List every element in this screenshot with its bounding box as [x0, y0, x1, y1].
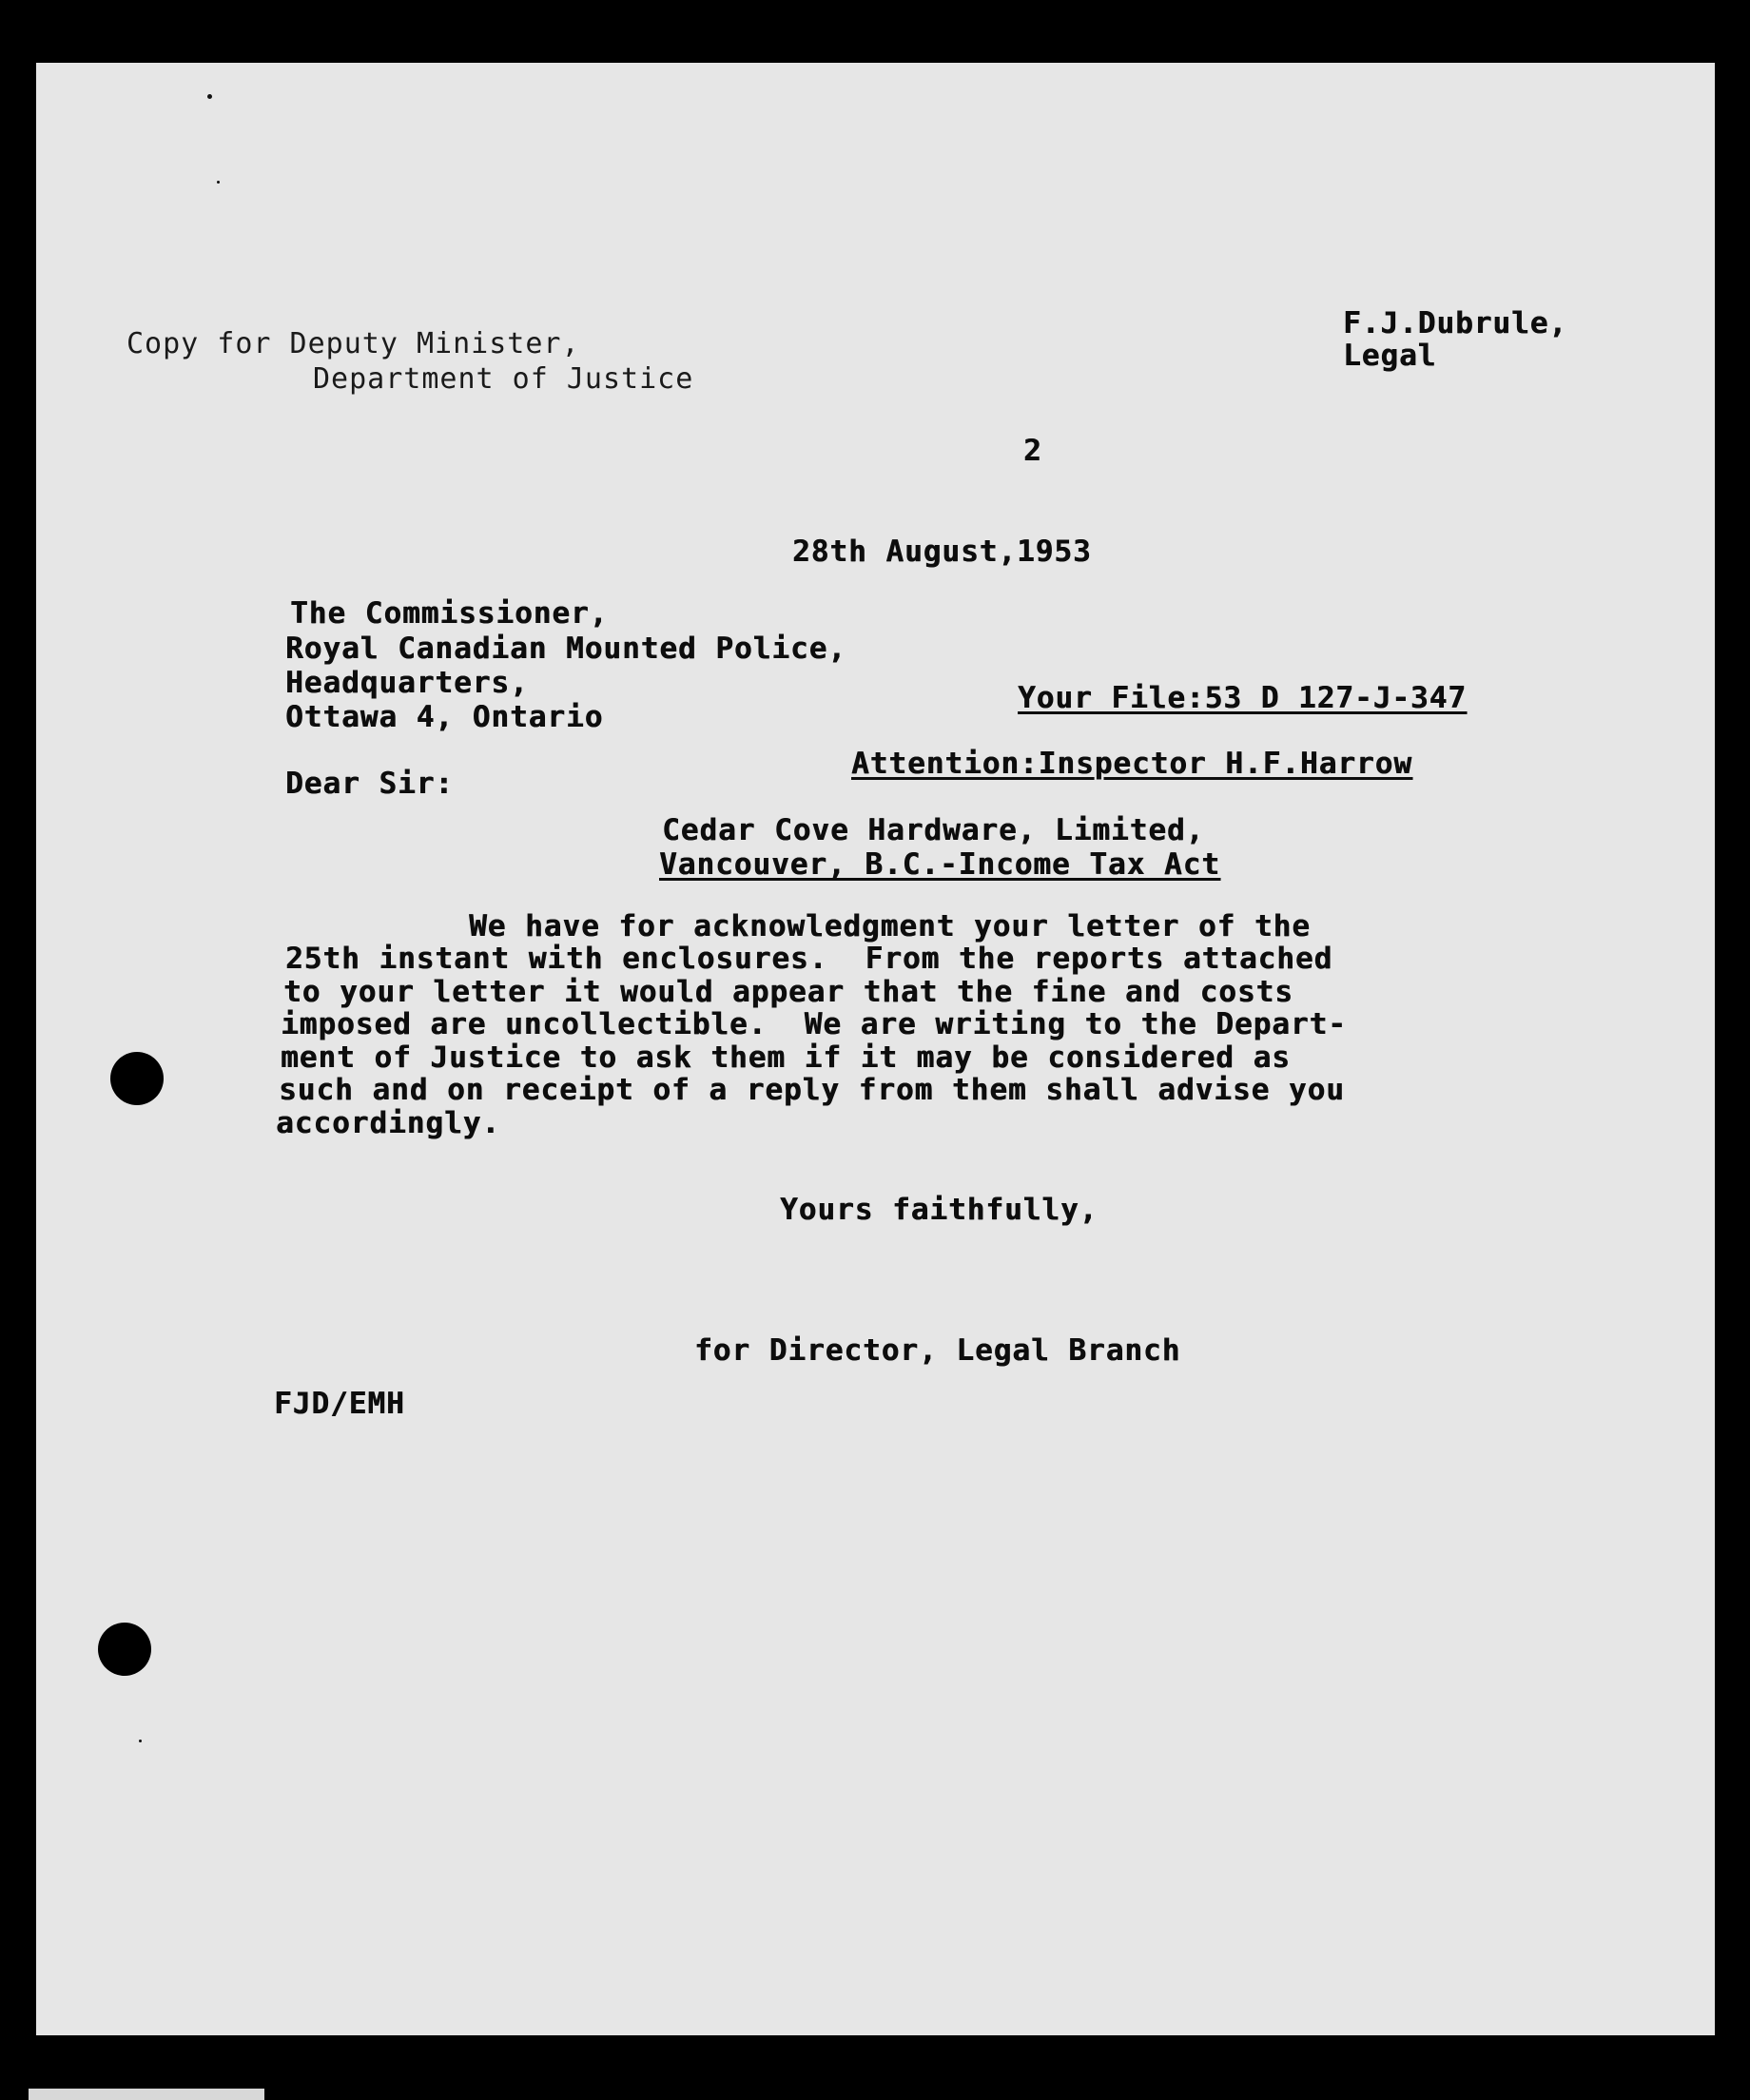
body-line-6: such and on receipt of a reply from them shall advise you: [279, 1073, 1345, 1107]
recipient-line2: Royal Canadian Mounted Police,: [285, 632, 846, 666]
recipient-line1: The Commissioner,: [290, 596, 609, 631]
attention-line: Attention:Inspector H.F.Harrow: [851, 747, 1412, 781]
scan-speck: [139, 1740, 142, 1742]
copy-note-line1: Copy for Deputy Minister,: [126, 327, 580, 360]
body-line-7: accordingly.: [276, 1106, 500, 1140]
scan-speck: [207, 94, 212, 99]
body-line-1: We have for acknowledgment your letter of the: [469, 909, 1311, 943]
page-number: 2: [1023, 434, 1042, 468]
scan-speck: [217, 181, 220, 184]
salutation: Dear Sir:: [285, 767, 454, 801]
signature-line: for Director, Legal Branch: [694, 1333, 1181, 1368]
subject-line2: Vancouver, B.C.-Income Tax Act: [659, 847, 1220, 882]
body-line-2: 25th instant with enclosures. From the reports attached: [285, 942, 1333, 976]
typist-initials: FJD/EMH: [274, 1387, 405, 1421]
recipient-line4: Ottawa 4, Ontario: [285, 700, 604, 734]
copy-note-line2: Department of Justice: [313, 362, 694, 396]
author-name: F.J.Dubrule,: [1343, 306, 1567, 340]
recipient-line3: Headquarters,: [285, 666, 529, 700]
body-line-4: imposed are uncollectible. We are writing to the Depart-: [281, 1007, 1347, 1041]
body-line-3: to your letter it would appear that the fine and costs: [283, 975, 1293, 1009]
author-dept: Legal: [1343, 339, 1437, 373]
your-file-reference: Your File:53 D 127-J-347: [1018, 681, 1467, 715]
subject-line1: Cedar Cove Hardware, Limited,: [662, 813, 1205, 847]
scan-edge-strip: [29, 2089, 264, 2100]
punch-hole-upper: [110, 1052, 164, 1105]
letter-date: 28th August,1953: [792, 535, 1092, 569]
closing: Yours faithfully,: [780, 1193, 1099, 1227]
body-line-5: ment of Justice to ask them if it may be considered as: [281, 1040, 1291, 1075]
punch-hole-lower: [98, 1623, 151, 1676]
